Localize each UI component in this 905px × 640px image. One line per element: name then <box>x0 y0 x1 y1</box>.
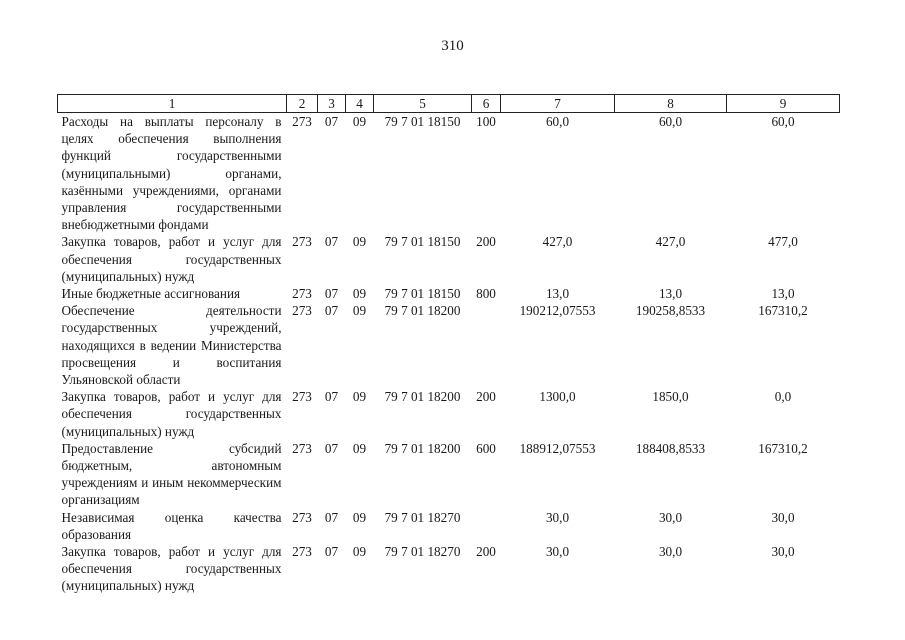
table-row <box>58 233 840 285</box>
row-name: Предоставление субсидий бюджетным, автономным учреждениям и иным некоммерческим организациям <box>61 440 282 508</box>
cell-target-article: 79 7 01 18150 <box>384 234 461 250</box>
cell-amount-9: 30,0 <box>771 544 795 560</box>
cell-amount-8: 190258,8533 <box>635 303 706 319</box>
cell-target-article: 79 7 01 18200 <box>384 440 461 456</box>
cell-target-article: 79 7 01 18270 <box>384 509 461 525</box>
cell-amount-8: 427,0 <box>655 234 686 250</box>
cell-expense-type <box>472 509 501 543</box>
cell-section: 07 <box>324 544 339 560</box>
cell-ministry-code: 273 <box>292 509 312 525</box>
table-row <box>58 543 840 595</box>
cell-amount-7: 60,0 <box>545 114 570 129</box>
cell-expense-type: 200 <box>476 234 496 250</box>
cell-expense-type: 200 <box>476 389 496 405</box>
cell-target-article: 79 7 01 18200 <box>384 303 461 319</box>
cell-target-article: 79 7 01 18270 <box>384 544 461 560</box>
cell-target-article: 79 7 01 18150 <box>384 286 461 302</box>
cell-amount-9: 167310,2 <box>758 440 808 456</box>
cell-subsection: 09 <box>352 286 367 302</box>
cell-ministry-code: 273 <box>292 303 312 319</box>
header-cell-5: 5 <box>374 95 472 113</box>
cell-amount-7: 188912,07553 <box>519 440 596 456</box>
cell-amount-7: 427,0 <box>542 234 573 250</box>
cell-section: 07 <box>324 509 339 525</box>
cell-amount-8: 30,0 <box>658 509 683 525</box>
cell-amount-7: 30,0 <box>545 509 570 525</box>
row-name: Закупка товаров, работ и услуг для обеспечения государственных (муниципальных) нужд <box>61 544 282 594</box>
cell-expense-type: 600 <box>476 440 496 456</box>
cell-subsection: 09 <box>352 544 367 560</box>
page-number: 310 <box>441 38 464 54</box>
cell-expense-type: 100 <box>476 114 496 129</box>
cell-expense-type: 800 <box>476 286 496 302</box>
header-cell-2: 2 <box>287 95 318 113</box>
row-name: Иные бюджетные ассигнования <box>61 286 241 302</box>
cell-section: 07 <box>324 389 339 405</box>
table-row <box>58 302 840 388</box>
cell-ministry-code: 273 <box>292 544 312 560</box>
cell-amount-9: 13,0 <box>771 286 795 302</box>
cell-amount-9: 477,0 <box>768 234 798 250</box>
cell-amount-8: 60,0 <box>658 114 683 129</box>
row-name: Закупка товаров, работ и услуг для обеспечения государственных (муниципальных) нужд <box>61 234 282 284</box>
cell-section: 07 <box>324 234 339 250</box>
cell-expense-type: 200 <box>476 544 496 560</box>
cell-subsection: 09 <box>352 440 367 456</box>
cell-target-article: 79 7 01 18200 <box>384 389 461 405</box>
cell-amount-8: 188408,8533 <box>635 440 706 456</box>
cell-amount-9: 30,0 <box>771 509 795 525</box>
cell-amount-7: 1300,0 <box>539 389 576 405</box>
cell-subsection: 09 <box>352 114 367 129</box>
cell-amount-8: 30,0 <box>658 544 683 560</box>
cell-amount-9: 0,0 <box>774 389 792 405</box>
header-cell-9: 9 <box>727 95 840 113</box>
budget-table <box>57 94 840 595</box>
header-cell-7: 7 <box>501 95 615 113</box>
cell-ministry-code: 273 <box>292 286 312 302</box>
cell-section: 07 <box>324 440 339 456</box>
cell-subsection: 09 <box>352 234 367 250</box>
cell-amount-7: 30,0 <box>545 544 570 560</box>
row-name: Закупка товаров, работ и услуг для обеспечения государственных (муниципальных) нужд <box>61 389 282 439</box>
cell-amount-7: 190212,07553 <box>519 303 596 319</box>
header-cell-1: 1 <box>58 95 287 113</box>
cell-amount-8: 13,0 <box>658 286 683 302</box>
cell-expense-type <box>472 302 501 388</box>
cell-ministry-code: 273 <box>292 234 312 250</box>
cell-subsection: 09 <box>352 303 367 319</box>
row-name: Независимая оценка качества образования <box>61 509 282 542</box>
cell-section: 07 <box>324 286 339 302</box>
header-cell-8: 8 <box>615 95 727 113</box>
cell-subsection: 09 <box>352 509 367 525</box>
header-cell-4: 4 <box>346 95 374 113</box>
cell-subsection: 09 <box>352 389 367 405</box>
header-cell-6: 6 <box>472 95 501 113</box>
cell-amount-7: 13,0 <box>545 286 570 302</box>
table-row <box>58 388 840 440</box>
cell-ministry-code: 273 <box>292 389 312 405</box>
table-row <box>58 113 840 234</box>
cell-amount-9: 60,0 <box>771 114 795 129</box>
cell-section: 07 <box>324 114 339 129</box>
cell-target-article: 79 7 01 18150 <box>384 114 461 129</box>
cell-section: 07 <box>324 303 339 319</box>
cell-ministry-code: 273 <box>292 114 312 129</box>
cell-ministry-code: 273 <box>292 440 312 456</box>
header-cell-3: 3 <box>318 95 346 113</box>
table-row <box>58 285 840 302</box>
cell-amount-8: 1850,0 <box>652 389 689 405</box>
table-header-row <box>58 95 840 113</box>
table-row <box>58 440 840 509</box>
row-name: Расходы на выплаты персоналу в целях обеспечения выполнения функций государственными (муниципальными) органами, казёнными учреждениями, органами управления государственными внебюджетными фондами <box>61 114 282 233</box>
cell-amount-9: 167310,2 <box>758 303 808 319</box>
table-row <box>58 509 840 543</box>
row-name: Обеспечение деятельности государственных учреждений, находящихся в ведении Министерства просвещения и воспитания Ульяновской области <box>61 303 282 388</box>
